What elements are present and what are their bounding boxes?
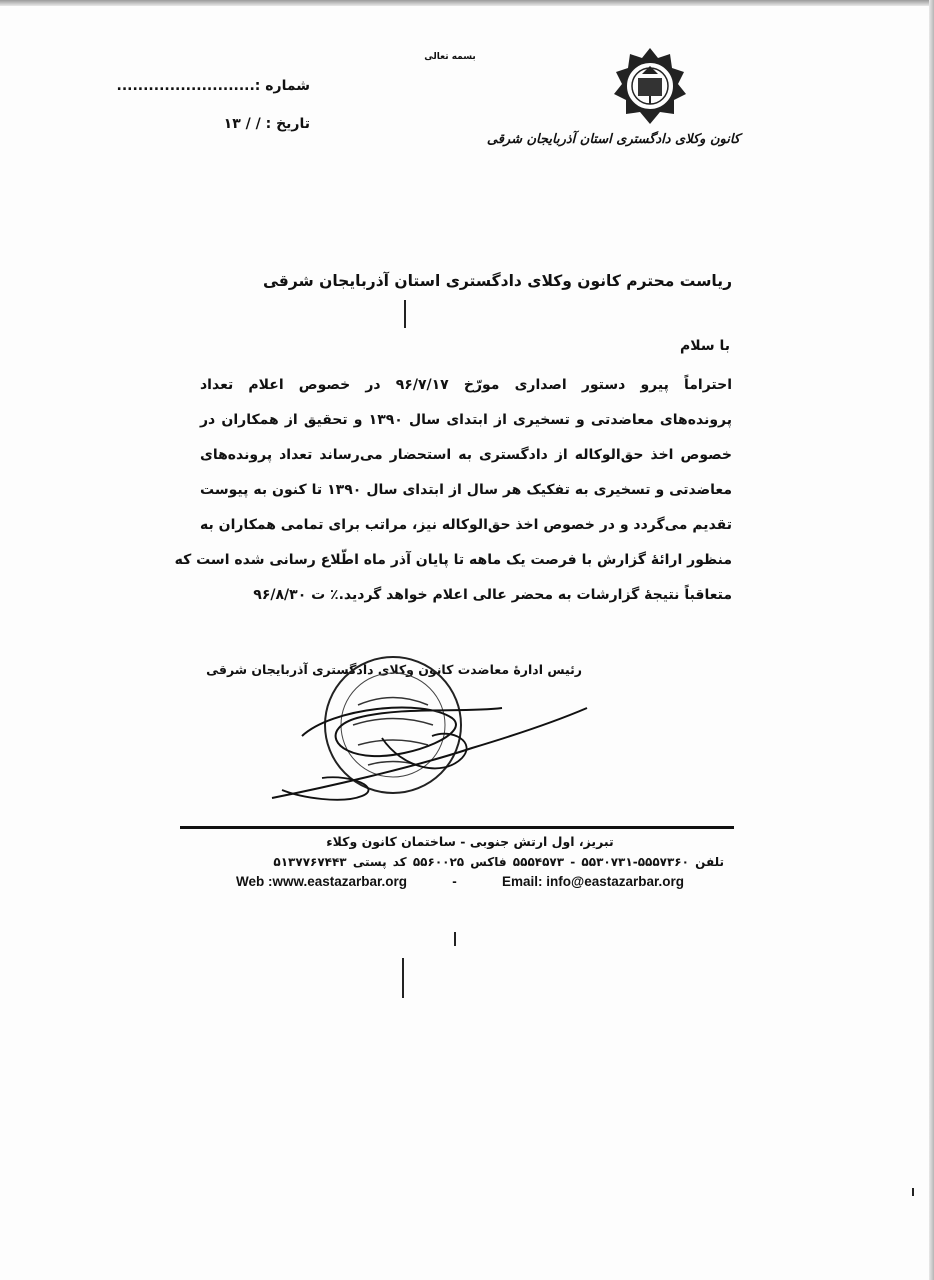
website-link[interactable]: Web :www.eastazarbar.org (236, 874, 408, 889)
footer-contacts: تلفن ۵۵۵۷۳۶۰-۵۵۳۰۷۳۱ - ۵۵۵۴۵۷۳ فاکس ۵۵۶۰۰۲۵ کد پستی ۵۱۳۷۷۶۷۴۴۳ (273, 855, 724, 869)
body-line: تقدیم می‌گردد و در خصوص اخذ حق‌الوکاله نیز، مراتب برای تمامی همکاران به (200, 517, 732, 533)
basmala: بسمه تعالی (424, 52, 476, 62)
handwritten-signature-icon (262, 678, 592, 808)
body-line: احتراماً پیرو دستور اصداری مورّخ ۹۶/۷/۱۷ در خصوص اعلام تعداد (200, 377, 733, 393)
body-line: خصوص اخذ حق‌الوکاله از دادگستری به استحضار می‌رساند تعداد پرونده‌های (200, 447, 732, 463)
signature-caption: رئیس ادارهٔ معاضدت کانون وکلای دادگستری آذربایجان شرقی (206, 662, 582, 677)
body-line: پرونده‌های معاضدتی و تسخیری از ابتدای سال ۱۳۹۰ و تحقیق از همکاران در (200, 412, 732, 428)
scan-mark (402, 958, 404, 998)
footer-divider (180, 826, 734, 829)
email-link[interactable]: Email: info@eastazarbar.org (502, 874, 684, 889)
footer-address: تبریز، اول ارتش جنوبی - ساختمان کانون وکلاء (326, 834, 614, 849)
footer-web-email (236, 874, 684, 889)
body-line: معاضدتی و تسخیری به تفکیک هر سال از ابتدای سال ۱۳۹۰ تا کنون به پیوست (200, 482, 732, 498)
footer-separator: - (452, 874, 457, 889)
bar-association-emblem-icon (608, 44, 692, 128)
letter-number: شماره :.......................... (116, 78, 310, 94)
scan-right-edge (929, 0, 934, 1280)
scan-mark (404, 300, 406, 328)
letter-date: تاریخ : / / ۱۳ (223, 116, 310, 132)
scan-mark (912, 1188, 914, 1196)
letter-body (174, 368, 733, 613)
recipient: ریاست محترم کانون وکلای دادگستری استان آذربایجان شرقی (262, 272, 732, 290)
body-line: متعاقباً نتیجهٔ گزارشات به محضر عالی اعلام خواهد گردید.٪ ت ۹۶/۸/۳۰ (253, 587, 732, 603)
scan-top-edge (0, 0, 934, 6)
organization-name: کانون وکلای دادگستری استان آذربایجان شرقی (486, 132, 740, 147)
scan-mark (454, 932, 456, 946)
salutation: با سلام (679, 338, 730, 354)
body-line: منظور ارائهٔ گزارش با فرصت یک ماهه تا پایان آذر ماه اطّلاع رسانی شده است که (174, 552, 732, 568)
